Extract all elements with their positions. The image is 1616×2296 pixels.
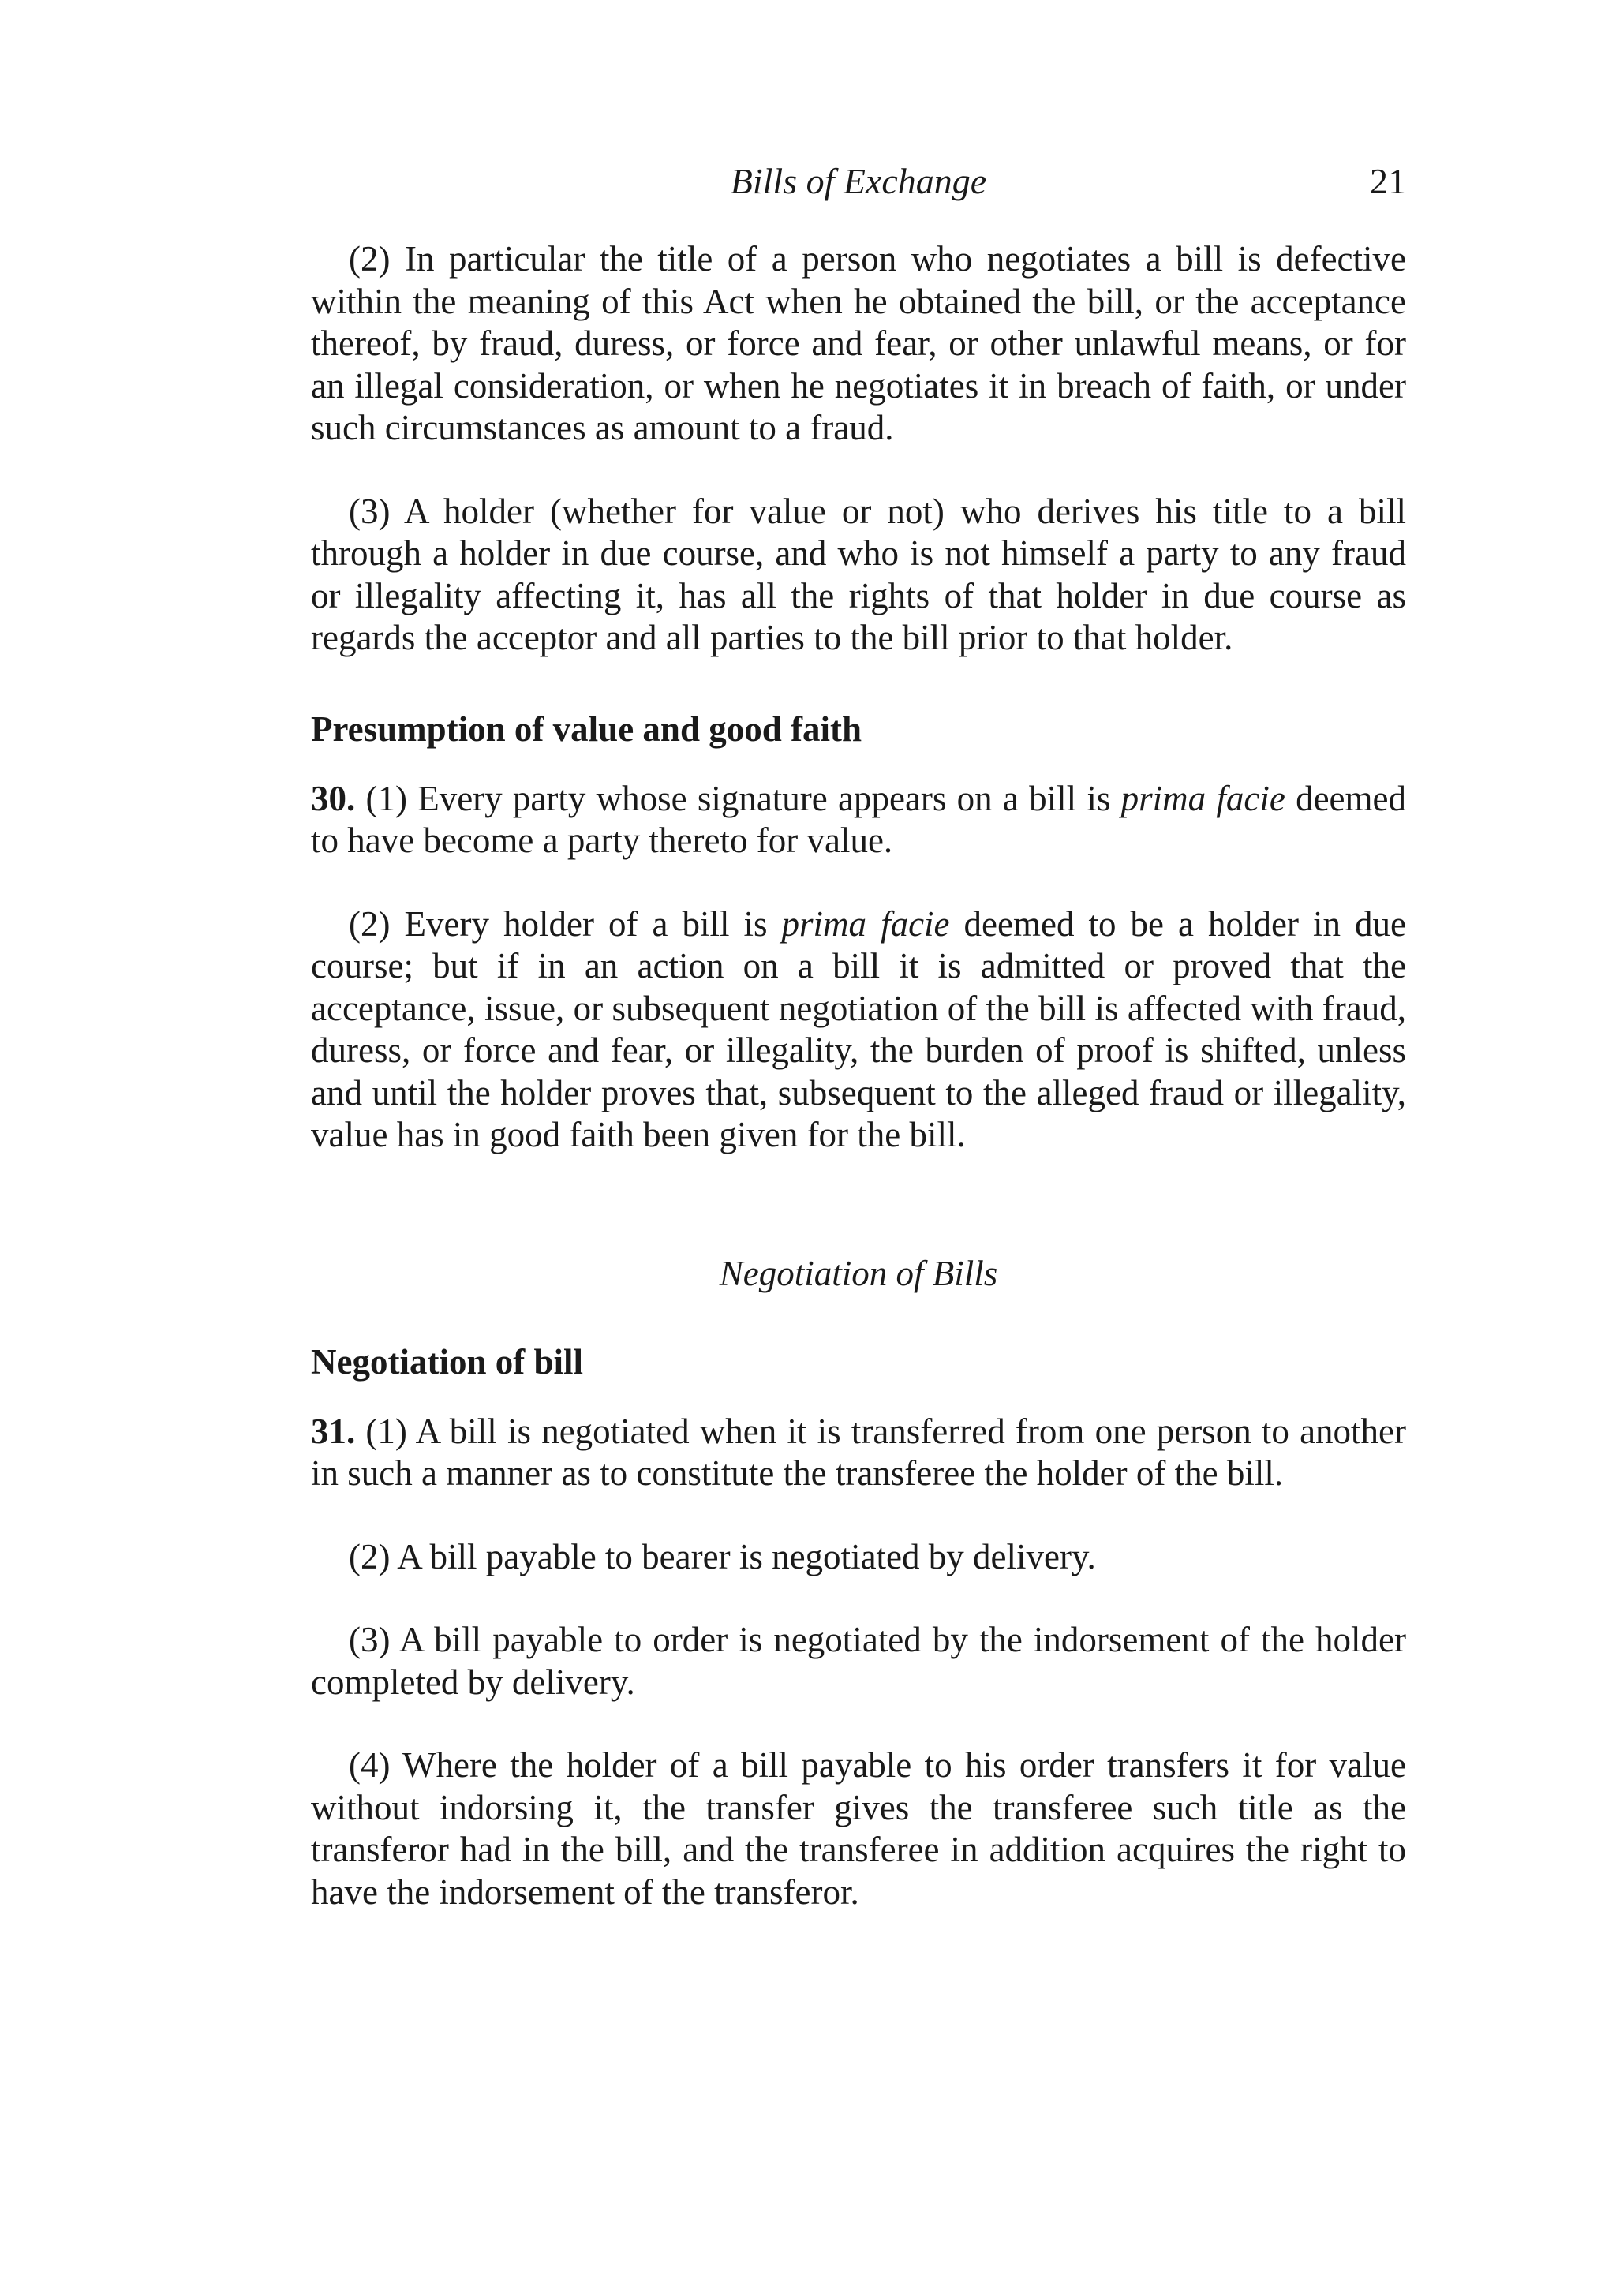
section-29-subsection-2: (2) In particular the title of a person who negotiates a bill is defective within the meaning of this Act when he obtained the bill, or the acceptance thereof, by fraud, duress, or force and fear, or other unlawful means, or for an illegal consideration, or when he negotiates it in breach of faith, or under such circumstances as amount to a fraud. [311, 239, 1406, 447]
section-30-p2-text-a: (2) Every holder of a bill is [349, 903, 782, 944]
section-30-number: 30. [311, 778, 356, 818]
section-31-subsection-3: (3) A bill payable to order is negotiated by the indorsement of the holder completed by delivery. [311, 1620, 1406, 1702]
section-31-number: 31. [311, 1411, 356, 1451]
section-30-heading: Presumption of value and good faith [311, 709, 862, 749]
section-30-p1-text-a: (1) Every party whose signature appears on a bill is [355, 778, 1121, 818]
section-30-p2-text-b: deemed to be a holder in due course; but if in an action on a bill it is admitted or proved that the acceptance, issue, or subsequent negotiation of the bill is affected with fraud, duress, or force and fear, or illegality, the burden of proof is shifted, unless and until the holder proves that, subsequent to the alleged fraud or illegality, value has in good faith been given for the bill. [311, 903, 1407, 1154]
section-31-subsection-4: (4) Where the holder of a bill payable to his order transfers it for value without indorsing it, the transfer gives the transferee such title as the transferor had in the bill, and the transferee in addition acquires the right to have the indorsement of the transferor. [311, 1745, 1406, 1912]
section-30-p1-italic: prima facie [1120, 778, 1285, 818]
section-29-subsection-3: (3) A holder (whether for value or not) who derives his title to a bill through a holder in due course, and who is not himself a party to any fraud or illegality affecting it, has all the rights of that holder in due course as regards the acceptor and all parties to the bill prior to that holder. [311, 491, 1406, 657]
running-header [311, 158, 1406, 205]
section-30-p1-text-b: deemed to have become a party thereto for value. [311, 778, 1407, 860]
section-30-p2-italic: prima facie [781, 903, 950, 944]
section-30-subsection-1 [311, 778, 1406, 862]
section-30-subsection-2 [311, 903, 1406, 1157]
part-title: Negotiation of Bills [719, 1253, 998, 1293]
section-31-p1-text: (1) A bill is negotiated when it is transferred from one person to another in such a manner as to constitute the transferee the holder of the bill. [311, 1411, 1406, 1493]
page-number: 21 [1370, 161, 1406, 201]
section-31-subsection-2: (2) A bill payable to bearer is negotiated by delivery. [349, 1536, 1096, 1576]
section-31-heading: Negotiation of bill [311, 1341, 583, 1382]
section-31-subsection-1 [311, 1411, 1406, 1495]
running-title: Bills of Exchange [730, 161, 987, 201]
document-page [311, 158, 1406, 1913]
